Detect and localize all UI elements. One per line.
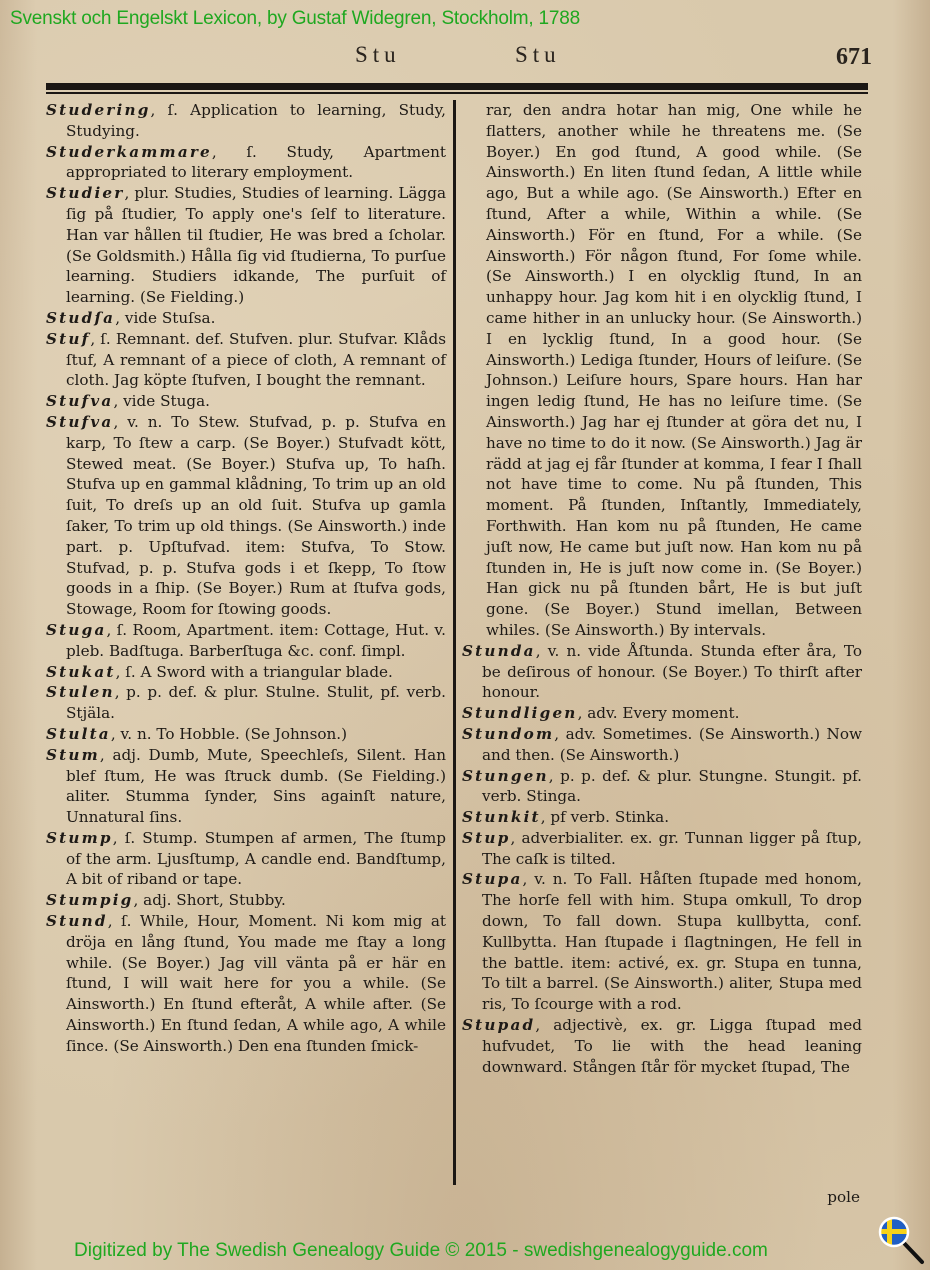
entry-text: , ſ. Stump. Stumpen af armen, The ſtump of the arm. Ljusſtump, A candle end. Bandſtump, A bit of riband or tape. [66,828,446,889]
entry-text: , adverbialiter. ex. gr. Tunnan ligger på ſtup, The caſk is tilted. [482,828,862,868]
dictionary-entry [462,1015,862,1077]
dictionary-entry [46,142,446,184]
entry-text: , v. n. To Hobble. (Se Johnson.) [110,724,348,743]
entry-text: , vide Stuſsa. [115,308,216,327]
entry-text: , ſ. Application to learning, Study, Studying. [66,101,446,140]
dictionary-entry [46,682,446,724]
dictionary-entry [46,745,446,828]
entry-text: , ſ. Remnant. def. Stufven. plur. Stufvar. Klåds ſtuf, A remnant of a piece of cloth, A remnant of cloth. Jag köpte ſtufven, I bought the remnant. [66,329,446,390]
dictionary-entry [462,869,862,1015]
entry-text: , adj. Short, Stubby. [133,891,286,910]
header-rule-thick [46,83,868,90]
dictionary-entry [46,828,446,890]
entry-text: , vide Stuga. [113,392,210,411]
running-head [0,42,930,76]
headword: Stukat [46,662,116,681]
headword: Studſa [46,308,116,327]
dictionary-entry [46,391,446,412]
dictionary-entry [46,620,446,662]
entry-text: , adv. Every moment. [577,704,740,723]
entry-text: , adj. Dumb, Mute, Speechleſs, Silent. Han blef ſtum, He was ſtruck dumb. (Se Fielding.) aliter. Stumma ſynder, Sins againſt nature, Unnatural ſins. [66,745,446,827]
dictionary-entry [46,308,446,329]
entry-text: , v. n. To Stew. Stufvad, p. p. Stufva en karp, To ſtew a carp. (Se Boyer.) Stufvadt kött, Stewed meat. (Se Boyer.) Stufva up, To haſh. Stufva up en gammal klådning, To trim up an old ſuit, To dreſs up an old ſuit. Stufva up gamla ſaker, To trim up old things. (Se Ainsworth.) inde part. p. Upſtufvad. item: Stufva, To Stow. Stufvad, p. p. Stufva gods i et ſkepp, To ſtow goods in a ſhip. (Se Boyer.) Rum at ſtufva gods, Stowage, Room for ſtowing goods. [66,412,446,619]
dictionary-entry [46,183,446,308]
entry-text: , ſ. While, Hour, Moment. Ni kom mig at dröja en lång ſtund, You made me ſtay a long while. (Se Boyer.) Jag vill vänta på er här en ſtund, I will wait here for you a while. (Se Ainsworth.) En ſtund efteråt, A while after. (Se Ainsworth.) En ſtund ſedan, A while ago, A while ſince. (Se Ainsworth.) Den ena ſtunden ſmick- [66,912,446,1055]
running-head-left: Stu [355,42,401,67]
dictionary-entry [46,890,446,911]
headword: Stundligen [462,704,578,723]
headword: Stunda [462,641,536,660]
headword: Stund [46,912,108,931]
entry-text: , ſ. A Sword with a triangular blade. [115,662,393,681]
headword: Stundom [462,724,555,743]
flag-cross-horizontal [878,1229,910,1234]
entry-continuation: rar, den andra hotar han mig, One while he flatters, another while he threatens me. (Se Boyer.) En god ſtund, A good while. (Se Ainsworth.) En liten ſtund ſedan, A little while ago, But a while ago. (Se Ainsworth.) Efter en ſtund, After a while, Within a while. (Se Ainsworth.) För en ſtund, For a while. (Se Ainsworth.) För någon ſtund, For ſome while. (Se Ainsworth.) I en olycklig ſtund, In an unhappy hour. Jag kom hit i en olycklig ſtund, I came hither in an unlucky hour. (Se Ainsworth.) I en lycklig ſtund, In a good hour. (Se Ainsworth.) Lediga ſtunder, Hours of leiſure. (Se Johnson.) Leiſure hours, Spare hours. Han har ingen ledig ſtund, He has no leiſure time. (Se Ainsworth.) Jag har ej ſtunder at göra det nu, I have no time to do it now. (Se Ainsworth.) Jag är rädd at jag ej får ſtunder at komma, I fear I ſhall not have time to come. Nu på ſtunden, This moment. På ſtunden, Inſtantly, Immediately, Forthwith. Han kom nu på ſtunden, He came juſt now, He came but juſt now. Han kom nu på ſtunden in, He is juſt now come in. (Se Boyer.) Han gick nu på ſtunden bårt, He is but juſt gone. (Se Boyer.) Stund imellan, Between whiles. (Se Ainsworth.) By intervals. [486,101,862,639]
headword: Stufva [46,412,114,431]
headword: Stump [46,828,113,847]
dictionary-entry [46,911,446,1057]
header-watermark: Svenskt och Engelskt Lexicon, by Gustaf Widegren, Stockholm, 1788 [10,8,580,29]
headword: Studerkammare [46,142,212,161]
headword: Stungen [462,766,549,785]
dictionary-entry [462,703,862,724]
page-number: 671 [836,44,872,70]
right-column [462,100,862,1077]
header-rule-thin [46,92,868,94]
magnifier-swedish-flag-icon [872,1212,928,1268]
entry-text: , ſ. Room, Apartment. item: Cottage, Hut. v. pleb. Badſtuga. Barberſtuga &c. conf. ſimpl. [66,620,446,660]
running-head-right: Stu [515,42,561,67]
footer-credit: Digitized by The Swedish Genealogy Guide © 2015 - swedishgenealogyguide.com [74,1240,768,1261]
catchword: pole [827,1188,860,1206]
headword: Stunkit [462,808,541,827]
dictionary-entry [462,641,862,703]
dictionary-entry [46,412,446,620]
headword: Studering [46,101,151,119]
headword: Stumpig [46,891,134,910]
headword: Stulta [46,724,111,743]
column-divider [453,100,456,1185]
entry-text: , adjectivè, ex. gr. Ligga ſtupad med hufvudet, To lie with the head leaning downward. Stången ſtår för mycket ſtupad, The [482,1016,862,1076]
dictionary-entry [46,329,446,391]
headword: Stuga [46,620,107,639]
headword: Stupa [462,870,523,889]
headword: Stulen [46,683,115,702]
entry-text: , ſ. Study, Apartment appropriated to literary employment. [66,142,446,182]
entry-text: , v. n. To Fall. Håſten ſtupade med honom, The horſe fell with him. Stupa omkull, To drop down, To fall down. Stupa kullbytta, conf. Kullbytta. Han ſtupade i ſlagtningen, He fell in the battle. item: activé, ex. gr. Stupa en tunna, To tilt a barrel. (Se Ainsworth.) aliter, Stupa med ris, To ſcourge with a rod. [482,870,862,1014]
entry-text: , plur. Studies, Studies of learning. Lägga ſig på ſtudier, To apply one's ſelf to literature. Han var hållen til ſtudier, He was bred a ſcholar. (Se Goldsmith.) Hålla ſig vid ſtudierna, To purſue learning. Studiers idkande, The purſuit of learning. (Se Fielding.) [66,184,446,307]
headword: Stufva [46,392,114,411]
dictionary-entry [462,828,862,870]
dictionary-entry [462,807,862,828]
entry-text: , p. p. def. & plur. Stungne. Stungit. pf. verb. Stinga. [482,766,862,806]
magnifier-handle [903,1242,922,1262]
headword: Stupad [462,1016,536,1035]
entry-text: , adv. Sometimes. (Se Ainsworth.) Now and then. (Se Ainsworth.) [482,724,862,764]
dictionary-entry [46,662,446,683]
dictionary-entry [46,100,446,142]
entry-text: , v. n. vide Åſtunda. Stunda efter åra, To be deſirous of honour. (Se Boyer.) To thirſt after honour. [482,641,862,702]
dictionary-entry [46,724,446,745]
entry-text: , pf verb. Stinka. [540,808,670,827]
headword: Studier [46,184,125,203]
dictionary-entry [462,724,862,766]
headword: Stum [46,745,100,764]
dictionary-entry [462,766,862,808]
headword: Stup [462,828,511,847]
headword: Stuf [46,329,91,348]
left-column [46,100,446,1057]
entry-text: , p. p. def. & plur. Stulne. Stulit, pf. verb. Stjäla. [66,683,446,723]
